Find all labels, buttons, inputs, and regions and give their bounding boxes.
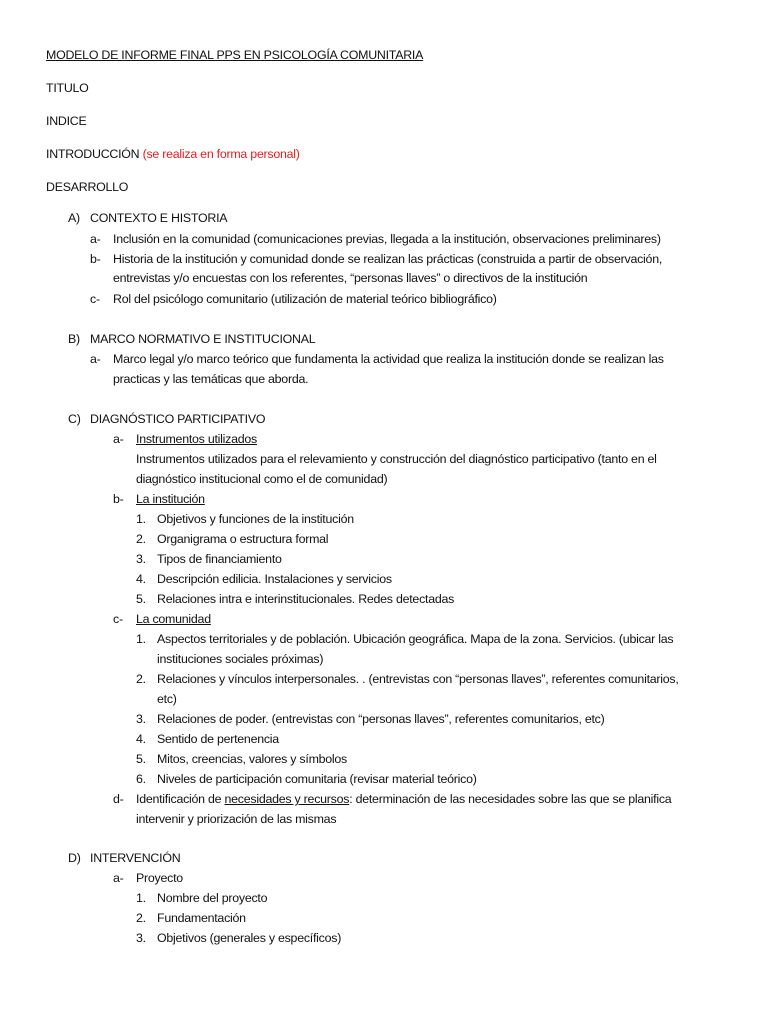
- section-a-item-b-line2: entrevistas y/o encuestas con los referentes, “personas llaves” o directivos de la institución: [113, 271, 588, 285]
- section-a-item-b-line1: Historia de la institución y comunidad donde se realizan las prácticas (construida a partir de observación,: [113, 252, 663, 266]
- necesidades-suffix: : determinación de las necesidades sobre las que se planifica: [349, 792, 672, 806]
- section-a-item-b-marker: b-: [90, 252, 101, 266]
- section-b-item-a-line2: practicas y las temáticas que aborda.: [113, 372, 309, 386]
- section-a-item-a-text: Inclusión en la comunidad (comunicaciones previas, llegada a la institución, observaciones preliminares): [113, 232, 661, 246]
- proyecto-item-3-text: Objetivos (generales y específicos): [157, 931, 342, 945]
- section-d-title: INTERVENCIÓN: [90, 851, 181, 865]
- comunidad-item-5-number: 5.: [136, 752, 146, 766]
- heading-indice: INDICE: [46, 114, 87, 128]
- proyecto-heading: Proyecto: [136, 871, 183, 885]
- institucion-item-5-number: 5.: [136, 592, 146, 606]
- section-a-title: CONTEXTO E HISTORIA: [90, 211, 228, 225]
- proyecto-item-2-number: 2.: [136, 911, 146, 925]
- heading-introduccion: [46, 144, 300, 164]
- section-a-marker: A): [68, 211, 80, 225]
- institucion-item-4-number: 4.: [136, 572, 146, 586]
- proyecto-marker: a-: [113, 871, 124, 885]
- institucion-item-1-number: 1.: [136, 512, 146, 526]
- section-a-item-a-marker: a-: [90, 232, 101, 246]
- section-a-item-c-text: Rol del psicólogo comunitario (utilización de material teórico bibliográfico): [113, 292, 497, 306]
- heading-titulo: TITULO: [46, 81, 89, 95]
- necesidades-prefix: Identificación de: [136, 792, 222, 806]
- necesidades-line2: intervenir y priorización de las mismas: [136, 812, 337, 826]
- necesidades-underlined: necesidades y recursos: [224, 792, 350, 806]
- comunidad-marker: c-: [113, 612, 123, 626]
- document-title: MODELO DE INFORME FINAL PPS EN PSICOLOGÍA COMUNITARIA: [46, 48, 424, 62]
- comunidad-item-2-number: 2.: [136, 672, 146, 686]
- instrumentos-line1: Instrumentos utilizados para el relevamiento y construcción del diagnóstico participativo (tanto en el: [136, 452, 657, 466]
- comunidad-item-4-number: 4.: [136, 732, 146, 746]
- instrumentos-line2: diagnóstico institucional como el de comunidad): [136, 472, 388, 486]
- necesidades-line1: [136, 789, 671, 809]
- introduccion-note: (se realiza en forma personal): [142, 147, 300, 161]
- institucion-item-2-text: Organigrama o estructura formal: [157, 532, 329, 546]
- comunidad-item-6-number: 6.: [136, 772, 146, 786]
- proyecto-item-1-number: 1.: [136, 891, 146, 905]
- institucion-item-4-text: Descripción edilicia. Instalaciones y servicios: [157, 572, 392, 586]
- instrumentos-heading: Instrumentos utilizados: [136, 432, 257, 446]
- institucion-marker: b-: [113, 492, 124, 506]
- section-c-title: DIAGNÓSTICO PARTICIPATIVO: [90, 412, 266, 426]
- comunidad-item-6-text: Niveles de participación comunitaria (revisar material teórico): [157, 772, 477, 786]
- institucion-heading: La institución: [136, 492, 205, 506]
- comunidad-heading: La comunidad: [136, 612, 211, 626]
- heading-desarrollo: DESARROLLO: [46, 180, 129, 194]
- section-b-item-a-line1: Marco legal y/o marco teórico que fundamenta la actividad que realiza la institución donde se realizan las: [113, 352, 664, 366]
- introduccion-label: INTRODUCCIÓN: [46, 147, 140, 161]
- comunidad-item-2-line2: etc): [157, 692, 177, 706]
- section-b-marker: B): [68, 332, 80, 346]
- institucion-item-1-text: Objetivos y funciones de la institución: [157, 512, 354, 526]
- comunidad-item-5-text: Mitos, creencias, valores y símbolos: [157, 752, 348, 766]
- section-b-title: MARCO NORMATIVO E INSTITUCIONAL: [90, 332, 316, 346]
- proyecto-item-2-text: Fundamentación: [157, 911, 246, 925]
- institucion-item-5-text: Relaciones intra e interinstitucionales. Redes detectadas: [157, 592, 455, 606]
- section-c-marker: C): [68, 412, 81, 426]
- comunidad-item-1-line2: instituciones sociales próximas): [157, 652, 324, 666]
- section-a-item-c-marker: c-: [90, 292, 100, 306]
- comunidad-item-3-text: Relaciones de poder. (entrevistas con “personas llaves”, referentes comunitarios, etc): [157, 712, 605, 726]
- comunidad-item-3-number: 3.: [136, 712, 146, 726]
- instrumentos-marker: a-: [113, 432, 124, 446]
- comunidad-item-1-number: 1.: [136, 632, 146, 646]
- comunidad-item-1-line1: Aspectos territoriales y de población. Ubicación geográfica. Mapa de la zona. Servicios. (ubicar las: [157, 632, 674, 646]
- proyecto-item-1-text: Nombre del proyecto: [157, 891, 268, 905]
- necesidades-marker: d-: [113, 792, 124, 806]
- comunidad-item-4-text: Sentido de pertenencia: [157, 732, 279, 746]
- institucion-item-3-number: 3.: [136, 552, 146, 566]
- section-d-marker: D): [68, 851, 81, 865]
- institucion-item-3-text: Tipos de financiamiento: [157, 552, 282, 566]
- comunidad-item-2-line1: Relaciones y vínculos interpersonales. . (entrevistas con “personas llaves”, referentes comunitarios,: [157, 672, 679, 686]
- institucion-item-2-number: 2.: [136, 532, 146, 546]
- proyecto-item-3-number: 3.: [136, 931, 146, 945]
- section-b-item-a-marker: a-: [90, 352, 101, 366]
